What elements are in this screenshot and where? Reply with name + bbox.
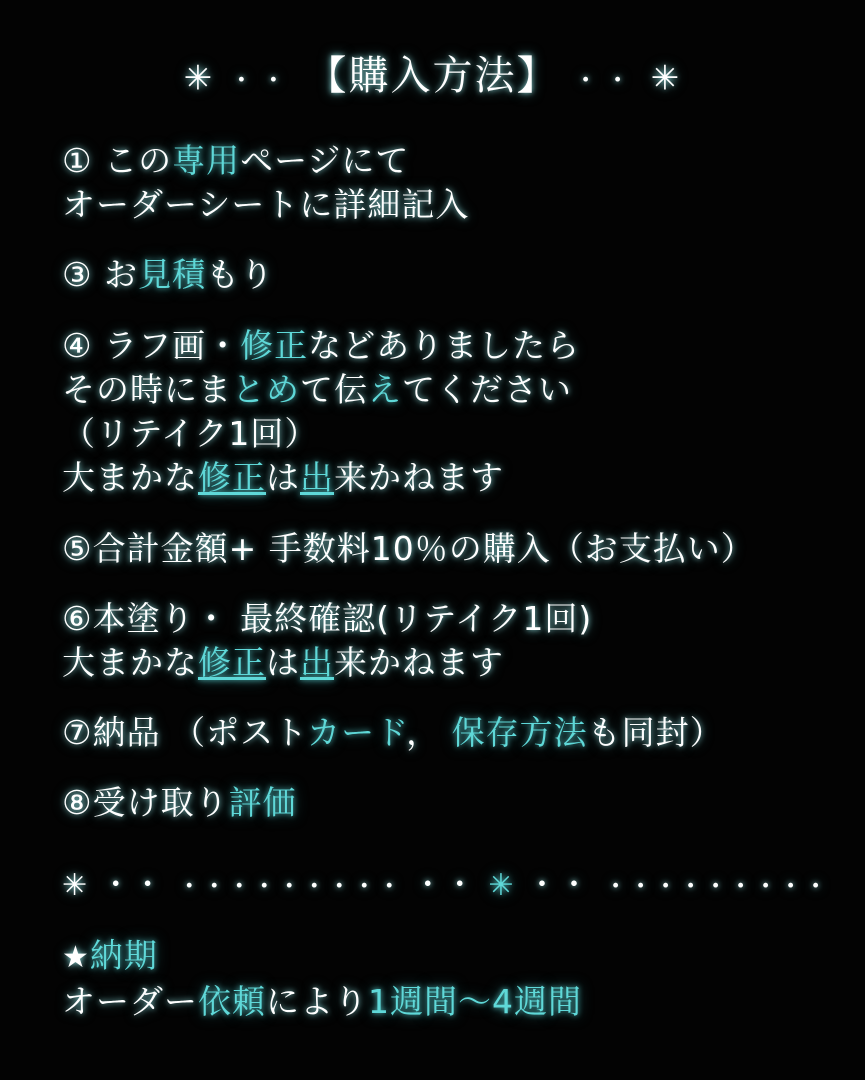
divider-dots-b: ・・	[412, 867, 477, 903]
text-run: 大まかな	[62, 458, 198, 498]
text-line	[62, 368, 865, 412]
text-run: ④ ラフ画・	[62, 325, 241, 365]
title-dots-left: ・・	[228, 66, 293, 96]
text-run: ⑤合計金額+ 手数料10％の購入（お支払い）	[62, 528, 755, 568]
text-line	[62, 711, 865, 755]
flower-icon-divider-mid: ✳	[488, 867, 516, 903]
text-run: 専用	[172, 141, 241, 180]
text-line	[62, 597, 865, 641]
text-run: オーダー	[62, 981, 198, 1021]
text-run: 大まかな	[62, 642, 198, 682]
flower-icon-right: ✳	[650, 58, 682, 99]
text-run: ① この	[62, 141, 173, 180]
text-run: 来かねます	[334, 642, 504, 682]
text-run: 来かねます	[334, 458, 504, 498]
delivery-section	[0, 934, 865, 1024]
section-divider	[0, 860, 865, 904]
flower-icon-left: ✳	[183, 58, 215, 99]
text-run: カード	[307, 713, 407, 753]
item-6	[0, 597, 865, 685]
title-dots-right: ・・	[572, 66, 637, 96]
text-run: て伝	[300, 369, 368, 409]
item-3	[0, 253, 865, 297]
delivery-detail	[62, 980, 865, 1024]
text-run: ⑥本塗り・ 最終確認(リテイク1回)	[62, 598, 593, 638]
star-icon: ★	[62, 939, 90, 975]
text-run: などありましたら	[308, 325, 581, 365]
text-run: 保存方法	[451, 713, 588, 753]
text-run: 依頼	[198, 981, 266, 1021]
text-run: 1週間〜4週間	[368, 981, 582, 1021]
item-8	[0, 781, 865, 825]
divider-dots-a: ・・	[100, 867, 165, 903]
text-run: ，	[406, 713, 452, 753]
text-run: ⑦納品 （ポスト	[62, 713, 308, 753]
delivery-heading-label: 納期	[89, 935, 158, 975]
text-run: ③ お	[62, 255, 139, 295]
text-run: てください	[402, 369, 572, 409]
text-line	[62, 324, 865, 368]
text-run: （リテイク1回）	[62, 414, 319, 454]
delivery-heading	[62, 934, 865, 978]
text-run: 修正	[240, 325, 309, 365]
item-1	[0, 139, 865, 227]
text-run: その時にま	[62, 369, 232, 409]
item-7	[0, 711, 865, 755]
text-line	[62, 527, 865, 571]
item-4	[0, 324, 865, 501]
text-line	[62, 139, 865, 183]
text-run: は	[266, 642, 300, 682]
text-run: とめ	[232, 369, 300, 409]
text-run: ⑧受け取り	[62, 783, 229, 823]
text-run: オーダーシートに詳細記入	[62, 185, 470, 225]
text-line	[62, 781, 865, 825]
text-run: 出	[300, 458, 334, 498]
text-run: ページにて	[240, 141, 410, 180]
text-line	[62, 253, 865, 297]
text-line	[62, 183, 865, 227]
text-run: 出	[300, 642, 334, 682]
text-run: も同封）	[587, 713, 724, 753]
text-run: により	[266, 981, 368, 1021]
text-run: 修正	[198, 642, 266, 682]
text-run: 評価	[228, 783, 297, 823]
text-run: 見積	[138, 255, 207, 295]
divider-dots-c: ・・	[527, 867, 592, 903]
text-run: もり	[206, 255, 275, 295]
text-run: 修正	[198, 458, 266, 498]
page-title	[0, 44, 865, 101]
flower-icon-divider-left: ✳	[62, 867, 90, 903]
text-run: え	[368, 369, 402, 409]
item-5	[0, 527, 865, 571]
title-text: 【購入方法】	[306, 53, 559, 99]
steps-list	[0, 139, 865, 826]
divider-dash-a: ・・・・・・・・・	[176, 871, 402, 902]
text-line	[62, 641, 865, 685]
text-run: は	[266, 458, 300, 498]
text-line	[62, 412, 865, 456]
divider-dash-b: ・・・・・・・・・	[602, 871, 828, 902]
text-line	[62, 456, 865, 500]
